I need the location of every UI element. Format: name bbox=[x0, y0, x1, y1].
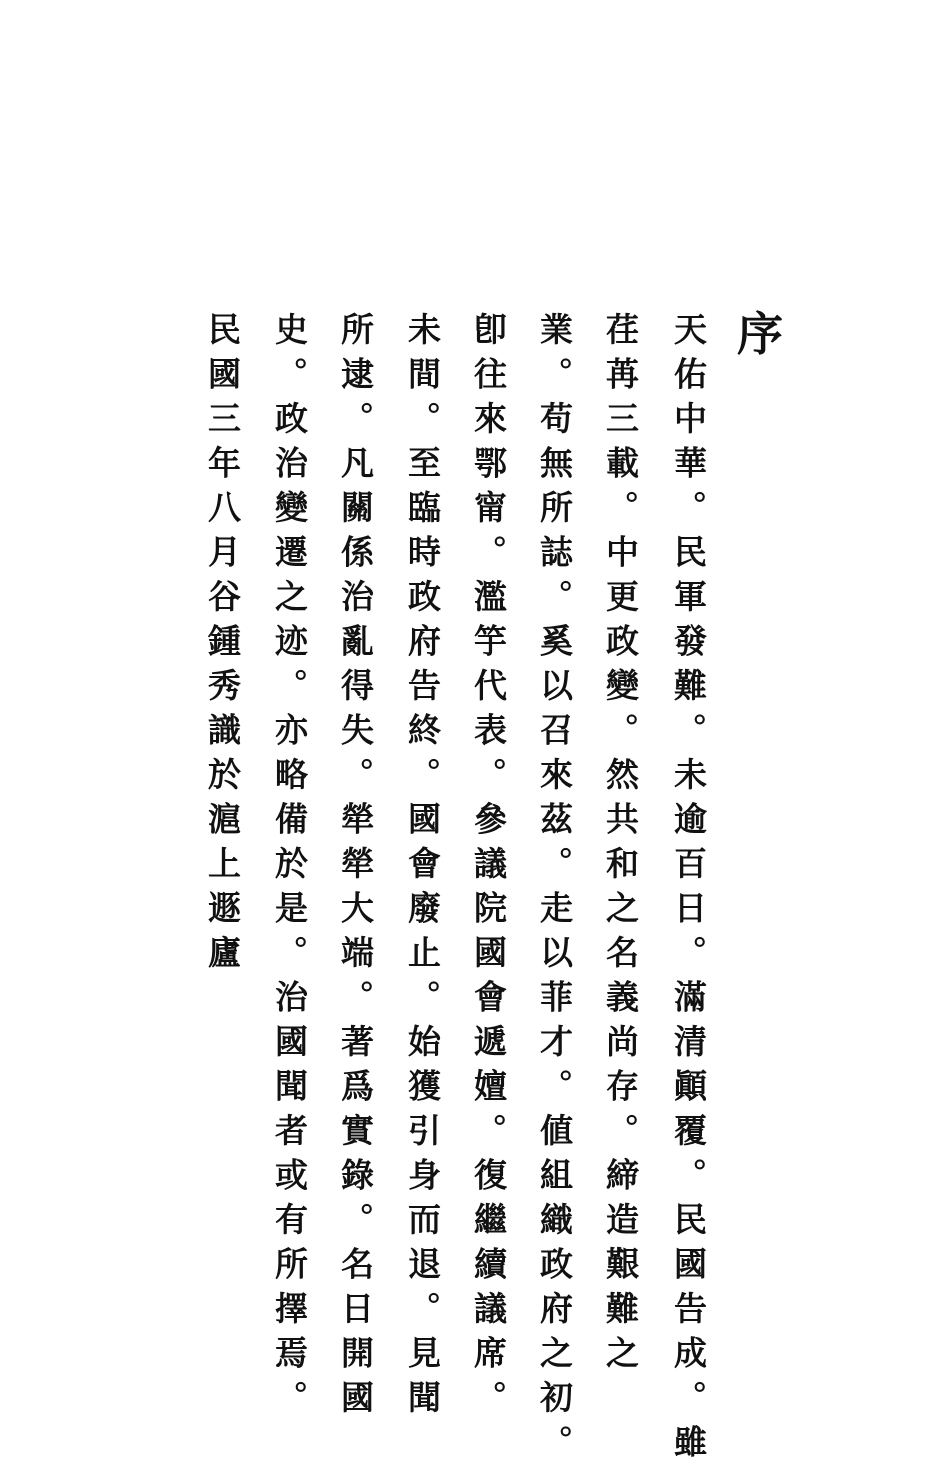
text-column-5: 未間。至臨時政府告終。國會廢止。始獲引身而退。見聞 bbox=[403, 312, 442, 1425]
text-column-1: 天佑中華。民軍發難。未逾百日。滿清顚覆。民國告成。雖 bbox=[669, 312, 708, 1469]
text-column-2: 荏苒三載。中更政變。然共和之名義尚存。締造艱難之 bbox=[601, 312, 640, 1380]
text-column-6: 所逮。凡關係治亂得失。犖犖大端。著爲實錄。名日開國 bbox=[336, 312, 375, 1425]
text-column-4: 卽往來鄂甯。濫竽代表。參議院國會遞嬗。復繼續議席。 bbox=[469, 312, 508, 1425]
text-column-3: 業。苟無所誌。奚以召來茲。走以菲才。値組織政府之初。 bbox=[535, 312, 574, 1469]
text-column-7: 史。政治變遷之迹。亦略備於是。治國聞者或有所擇焉。 bbox=[270, 312, 309, 1425]
signature-column: 民國三年八月谷鍾秀識於滬上遯廬 bbox=[203, 312, 242, 980]
preface-heading: 序 bbox=[737, 307, 783, 361]
